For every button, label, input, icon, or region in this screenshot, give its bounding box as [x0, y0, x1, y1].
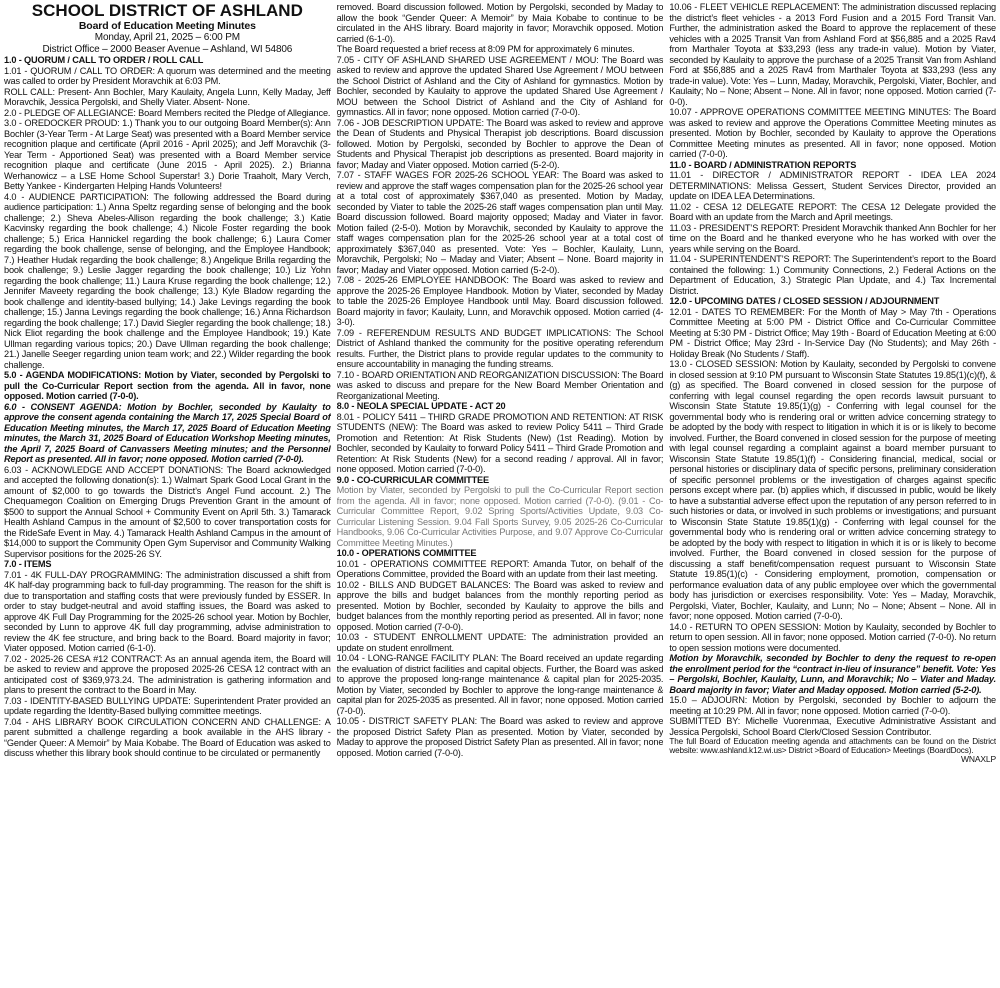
document-subtitle: Board of Education Meeting Minutes — [78, 20, 256, 32]
minutes-paragraph: 7.02 - 2025-26 CESA #12 CONTRACT: As an annual agenda item, the Board will be asked to review and approve the proposed 2025-26 CESA 12 contract with an anticipated cost of $369,973.24. The administration is gathering information and plans to present the contract to the Board in May. — [4, 653, 331, 695]
minutes-paragraph: 7.06 - JOB DESCRIPTION UPDATE: The Board was asked to review and approve the Dean of Students and Physical Therapist job descriptions. Board discussion followed. Motion by Pergolski, seconded by Bochler to approve the Dean of Students and Physical Therapist job descriptions as presented. Board majority in favor; Maday and Viater opposed. Motion carried (5-2-0). — [336, 117, 664, 170]
minutes-paragraph: 7.10 - BOARD ORIENTATION AND REORGANIZATION DISCUSSION: The Board was asked to discuss and prepare for the New Board Member Orientation and Reorganizational Meeting. — [336, 369, 664, 401]
minutes-paragraph: ROLL CALL: Present- Ann Bochler, Mary Kaulaity, Angela Lunn, Kelly Maday, Jeff Moravchik, Jessica Pergolski, and Shelly Viater. Absent- None. — [4, 86, 331, 107]
minutes-paragraph: 6.03 - ACKNOWLEDGE AND ACCEPT DONATIONS: The Board acknowledged and accepted the following donation(s): 1.) Walmart Spark Good Local Grant in the amount of $2,000 to go towards the District’s Angel Fund account. 2.) The Chequamegon Coalition on Emerging Drugs Prevention Grant in the amount of $500 to support the Annual School + Community Event on April 5th. 3.) Tamarack Health Ashland Campus in the amount of $2,500 to cover transportation costs for the RideSafe Event in May. 4.) Tamarack Health Ashland Campus in the amount of $14,000 to support the Community Open Gym Supervisor and Community Walking Supervisor positions for the 2025-26 SY. — [4, 464, 331, 559]
column-1 — [4, 2, 331, 986]
minutes-paragraph: Motion by Moravchik, seconded by Bochler to deny the request to re-open the enrollment period for the “contract in-lieu of insurance” benefit. Vote: Yes – Pergolski, Bochler, Kaulaity, Lunn, and Moravchik; No – Viater and Maday. Board majority in favor; Viater and Maday opposed. Motion carried (5-2-0). — [669, 653, 997, 695]
minutes-paragraph: 10.01 - OPERATIONS COMMITTEE REPORT: Amanda Tutor, on behalf of the Operations Committee, provided the Board with an update from their last meeting. — [336, 558, 664, 579]
section-heading: 7.0 - ITEMS — [4, 559, 52, 569]
minutes-paragraph: 7.04 - AHS LIBRARY BOOK CIRCULATION CONCERN AND CHALLENGE: A parent submitted a challenge regarding a book available in the AHS library - “Gender Queer: A Memoir” by Maia Kobabe. The Board of Education was asked to discuss whether this library book should continue to be circulated or permanently — [4, 716, 331, 758]
minutes-paragraph: 10.02 - BILLS AND BUDGET BALANCES: The Board was asked to review and approve the bills and budget balances from the monthly reporting period as presented. Motion by Bochler, seconded by Kaulaity to approve the bills and budget balances from the monthly reporting period as presented. All in favor; none opposed. Motion carried (7-0-0). — [336, 579, 664, 632]
minutes-paragraph: 10.04 - LONG-RANGE FACILITY PLAN: The Board received an update regarding the evaluation of district facilities and capital objects. Further, the Board was asked to approve the proposed long-range maintenance & capital plan for 2025-2035. Motion by Viater, seconded by Bochler to approve the long-range maintenance & capital plan for 2025-2035 as presented. All in favor; none opposed. Motion carried (7-0-0). — [336, 653, 664, 716]
minutes-page — [4, 2, 996, 986]
minutes-paragraph: 7.03 - IDENTITY-BASED BULLYING UPDATE: Superintendent Prater provided an update regarding the Identity-Based bullying committee meetings. — [4, 695, 331, 716]
document-title: SCHOOL DISTRICT OF ASHLAND — [31, 2, 303, 20]
meeting-date: Monday, April 21, 2025 – 6:00 PM — [94, 32, 240, 43]
section-heading: 9.0 - CO-CURRICULAR COMMITTEE — [336, 474, 490, 485]
minutes-paragraph: 14.0 - RETURN TO OPEN SESSION: Motion by Kaulaity, seconded by Bochler to return to open session. All in favor; none opposed. Motion carried (7-0-0). No return to open session motions were documented. — [669, 621, 997, 653]
minutes-paragraph: 5.0 - AGENDA MODIFICATIONS: Motion by Viater, seconded by Pergolski to pull the Co-Curricular Report section from the agenda. All in favor, none opposed. Motion carried (7-0-0). — [4, 370, 331, 401]
document-header — [4, 2, 331, 55]
minutes-paragraph: 4.0 - AUDIENCE PARTICIPATION: The following addressed the Board during audience participation: 1.) Anna Speltz regarding sense of belonging and the book challenge; 2.) Sheva Abeles-Allison regarding the book challenge; 3.) Katie Kacvinsky regarding the book challenge; 4.) Nicole Foster regarding the book challenge; 5.) Erica Hannickel regarding the book challenge; 6.) Laura Comer regarding the book challenge, sense of belonging, and the Employee Handbook; 7.) Heather Hudak regarding the book challenge; 8.) Angelique Brilla regarding the book challenge; 9.) Leslie Jagger regarding the book challenge; 10.) Liz Yohn regarding the book challenge; 11.) Laura Kruse regarding the book challenge; 12.) Jennifer Maveety regarding the book challenge; 13.) Kyle Bladow regarding the book challenge and identity-based bullying; 14.) Jake Levings regarding the book challenge; 15.) Janna Levings regarding the book challenge; 16.) Anna Richardson regarding the book challenge; 17.) David Siegler regarding the book challenge; 18.) Nick Eliot regarding the book challenge and the Employee Handbook; 19.) Kate Ullman regarding various topics; 20.) Dave Ullman regarding the book challenge; 21.) Janelle Seeger regarding union team work; and 22.) Wilder regarding the book challenge. — [4, 191, 331, 370]
minutes-paragraph: Motion by Viater, seconded by Pergolski to pull the Co-Curricular Report section from the agenda. All in favor; none opposed. Motion carried (7-0-0). (9.01 - Co-Curricular Committee Report, 9.02 Spring Sports/Activities Update, 9.03 Co-Curricular Listening Session. 9.04 Fall Sports Survey, 9.05 2025-26 Co-Curricular Handbooks, 9.06 Co-Curricular Activities Purpose, and 9.07 Approve Co-Curricular Committee Meeting Minutes.) — [336, 485, 664, 548]
website-note: The full Board of Education meeting agenda and attachments can be found on the District website: www.ashland.k12.wi.us> District >Board of Education> Meetings (BoardDocs). — [669, 737, 997, 756]
submitted-by: SUBMITTED BY: Michelle Vuorenmaa, Executive Administrative Assistant and Jessica Pergolski, School Board Clerk/Closed Session Contributor. — [669, 716, 997, 737]
minutes-paragraph: 2.0 - PLEDGE OF ALLEGIANCE: Board Members recited the Pledge of Allegiance. — [4, 107, 331, 118]
minutes-paragraph: The Board requested a brief recess at 8:09 PM for approximately 6 minutes. — [336, 44, 635, 54]
meeting-location: District Office – 2000 Beaser Avenue – Ashland, WI 54806 — [42, 43, 293, 55]
minutes-paragraph: 7.07 - STAFF WAGES FOR 2025-26 SCHOOL YEAR: The Board was asked to review and approve the staff wages compensation plan for the 2025-26 school year at a total cost of approximately $367,040 as presented. Motion by Maday, seconded by Viater to table the 2025-26 staff wages compensation plan until May. Board discussion followed. Board majority opposed; Maday and Viater in favor. Motion failed (2-5-0). Motion by Moravchik, seconded by Kaulaity to approve the staff wages compensation plan for the 2025-26 school year at a total cost of approximately $367,040 as presented. Vote: Yes – Bochler, Kaulaity, Lunn, Moravchik, Pergolski; No – Maday and Viater; Absent – None. Board majority in favor; Maday and Viater opposed. Motion carried (5-2-0). — [336, 170, 664, 275]
minutes-paragraph: 11.02 - CESA 12 DELEGATE REPORT: The CESA 12 Delegate provided the Board with an update from the March and April meetings. — [669, 201, 997, 222]
minutes-paragraph: removed. Board discussion followed. Motion by Pergolski, seconded by Maday to allow the book “Gender Queer: A Memoir” by Maia Kobabe to continue to be circulated in the AHS library. Board majority in favor; Moravchik opposed. Motion carried (6-1-0). — [336, 2, 664, 44]
minutes-paragraph: 10.06 - FLEET VEHICLE REPLACEMENT: The administration discussed replacing the district’s fleet vehicles - a 2013 Ford Fusion and a 2015 Ford Transit Van. Further, the administration asked the Board to approve the replacement of these vehicles with a 2025 Transit Van from Ashland Ford at $56,885 and a 2025 Rav4 from Marthaler Toyota at $33,293 (less any trade-in value). Motion by Viater, seconded by Kaulaity to approve the purchase of a 2025 Transit Van from Ashland Ford at $56,885 and a 2025 Rav4 from Marthaler Toyota at $33,293 (less any trade-in value). Vote: Yes – Lunn, Maday, Moravchik, Pergolski, Viater, Bochler, and Kaulaity; No – None; Absent – None. All in favor; none opposed. Motion carried (7-0-0). — [669, 2, 997, 107]
column-2 — [337, 2, 664, 986]
section-heading: 11.0 - BOARD / ADMINISTRATION REPORTS — [669, 159, 857, 170]
minutes-paragraph: 7.05 - CITY OF ASHLAND SHARED USE AGREEMENT / MOU: The Board was asked to review and approve the updated Shared Use Agreement / MOU between the School District of Ashland and the City of Ashland for gymnastics. Motion by Bochler, seconded by Kaulaity to approve the updated Shared Use Agreement / MOU between the School District of Ashland and the City of Ashland for gymnastics. All in favor; none opposed. Motion carried (7-0-0). — [336, 54, 664, 117]
minutes-paragraph: 10.05 - DISTRICT SAFETY PLAN: The Board was asked to review and approve the proposed District Safety Plan as presented. Motion by Viater, seconded by Maday to approve the proposed District Safety Plan as presented. All in favor; none opposed. Motion carried (7-0-0). — [336, 716, 664, 758]
minutes-paragraph: 8.01 - POLICY 5411 – THIRD GRADE PROMOTION AND RETENTION: AT RISK STUDENTS (NEW): The Board was asked to review Policy 5411 – Third Grade Promotion and Retention: At Risk Students (New) (1st Reading). Motion by Bochler, seconded by Kaulaity to forward Policy 5411 – Third Grade Promotion and Retention: At Risk Students (New) for a second reading / approval. All in favor; none opposed. Motion carried (7-0-0). — [336, 411, 664, 474]
section-heading: 10.0 - OPERATIONS COMMITTEE — [336, 548, 477, 558]
minutes-paragraph: 15.0 – ADJOURN: Motion by Pergolski, seconded by Bochler to adjourn the meeting at 10:29 PM. All in favor; none opposed. Motion carried (7-0-0). — [669, 695, 997, 716]
minutes-paragraph: 12.01 - DATES TO REMEMBER: For the Month of May > May 7th - Operations Committee Meeting at 5:00 PM - District Office and Co-Curricular Committee Meeting at 5:30 PM - District Office; May 19th - Board of Education Meeting at 6:00 PM - District Office; May 23rd - In-Service Day (No Students); and May 26th - Holiday Break (No Students / Staff). — [669, 306, 997, 359]
section-heading: 8.0 - NEOLA SPECIAL UPDATE - ACT 20 — [336, 401, 506, 411]
section-heading: 1.0 - QUORUM / CALL TO ORDER / ROLL CALL — [4, 55, 204, 65]
minutes-paragraph: 7.09 - REFERENDUM RESULTS AND BUDGET IMPLICATIONS: The School District of Ashland thanked the community for the positive operating referendum results. Further, the District plans to provide regular updates to the community to ensure accountability in managing the funding streams. — [336, 327, 664, 369]
column-3 — [669, 2, 996, 986]
minutes-paragraph: 11.01 - DIRECTOR / ADMINISTRATOR REPORT - IDEA LEA 2024 DETERMINATIONS: Melissa Gessert, Student Services Director, provided an update on IDEA LEA Determinations. — [669, 170, 997, 201]
minutes-paragraph: 6.0 - CONSENT AGENDA: Motion by Bochler, seconded by Kaulaity to approve the consent agenda containing the March 17, 2025 Special Board of Education Meeting minutes, the March 17, 2025 Board of Education Meeting minutes, the March 31, 2025 Board of Education Workshop Meeting minutes, the April 7, 2025 Board of Canvassers Meeting minutes; and the Personnel Report as presented. All in favor; none opposed. Motion carried (7-0-0). — [4, 401, 331, 464]
minutes-paragraph: 13.0 - CLOSED SESSION: Motion by Kaulaity, seconded by Pergolski to convene in closed session at 9:10 PM pursuant to Wisconsin State Statutes 19.85(1)(c)(f), & (g) as specified. The Board convened in closed session for the purpose of conferring with legal counsel regarding the open records lawsuit pursuant to Wisconsin State Statute 19.85(1)(g) - Conferring with legal counsel for the governmental body who is rendering oral or written advice concerning strategy to be adopted by the body with respect to litigation in which it is or is likely to become involved. Further, the Board convened in closed session for the purpose of meeting with legal counsel regarding a complaint against a board member pursuant to Wisconsin State Statute 19.85(1)(f) - Considering financial, medical, social or personal histories or disciplinary data of specific persons, preliminary consideration of specific personnel problems or the investigation of charges against specific persons except where par. (b) applies which, if discussed in public, would be likely to have a substantial adverse effect upon the reputation of any person referred to in such histories or data, or involved in such problems or investigations; and pursuant to Wisconsin State Statute 19.85(1)(g) - Conferring with legal counsel for the governmental body who is rendering oral or written advice concerning strategy to be adopted by the body with respect to litigation in which it is or is likely to become involved. Further, the Board convened in closed session for the purpose of discussing a staff benefit/compensation request pursuant to Wisconsin State Statute 19.85(1)(c) - Considering employment, promotion, compensation or performance evaluation data of any public employee over which the governmental body has jurisdiction or exercises responsibility. Vote: Yes – Maday, Moravchik, Pergolski, Viater, Bochler, Kaulaity, and Lunn; No – None; Absent – None. All in favor; none opposed. Motion carried (7-0-0). — [669, 359, 997, 621]
minutes-paragraph: 7.08 - 2025-26 EMPLOYEE HANDBOOK: The Board was asked to review and approve the 2025-26 Employee Handbook. Motion by Viater, seconded by Maday to table the 2025-26 Employee Handbook until May. Board discussion followed. Board majority in favor; Kaulaity, Lunn, and Moravchik opposed. Motion carried (4-3-0). — [336, 275, 664, 327]
minutes-paragraph: 10.07 - APPROVE OPERATIONS COMMITTEE MEETING MINUTES: The Board was asked to review and approve the Operations Committee Meeting minutes as presented. Motion by Bochler, seconded by Kaulaity to approve the Operations Committee Meeting minutes as presented. All in favor; none opposed. Motion carried (7-0-0). — [669, 107, 997, 159]
minutes-paragraph: 3.0 - OREDOCKER PROUD: 1.) Thank you to our outgoing Board Member(s): Ann Bochler (3-Year Term - At Large Seat) was presented with a Board Member service recognition plaque and certificate (April 2016 - April 2025); and Jeff Moravchik (3-Year Term - Apportioned Seat) was presented with a Board Member service recognition plaque and certificate (June 2015 - April 2025). 2.) Brianna Werhanowicz – a LSE Home School Superstar! 3.) Dorie Traaholt, Mary Verch, Betty Yankee - Kindergarten Helping Hands Volunteers! — [4, 118, 331, 191]
minutes-paragraph: 10.03 - STUDENT ENROLLMENT UPDATE: The administration provided an update on student enrollment. — [336, 632, 664, 653]
minutes-paragraph: 11.03 - PRESIDENT’S REPORT: President Moravchik thanked Ann Bochler for her time on the Board and he thanked everyone who he has worked with over the years while serving on the Board. — [669, 222, 997, 254]
minutes-paragraph: 1.01 - QUORUM / CALL TO ORDER: A quorum was determined and the meeting was called to order by President Moravchik at 6:03 PM. — [4, 65, 331, 86]
minutes-paragraph: 7.01 - 4K FULL-DAY PROGRAMMING: The administration discussed a shift from 4K half-day programming back to full-day programming. The reason for the shift is due to transportation and staffing costs that were previously funded by ESSER. In order to stay budget-neutral and avoid staffing issues, the Board was asked to approve 4K Full Day Programming for the 2025-26 school year. Motion by Bochler, seconded by Lunn to approve 4K full day programming, advise administration to review the 4K fee structure, and bring back to the Board. Board majority in favor; Viater opposed. Motion carried (6-1-0). — [4, 569, 331, 653]
section-heading: 12.0 - UPCOMING DATES / CLOSED SESSION / ADJOURNMENT — [669, 296, 940, 306]
minutes-paragraph: 11.04 - SUPERINTENDENT’S REPORT: The Superintendent’s report to the Board contained the following: 1.) Community Connections, 2.) Federal Actions on the Department of Education, 3.) Strategic Plan Update, and 4.) Tax Incremental District. — [669, 254, 997, 296]
publication-code: WNAXLP — [961, 754, 997, 765]
